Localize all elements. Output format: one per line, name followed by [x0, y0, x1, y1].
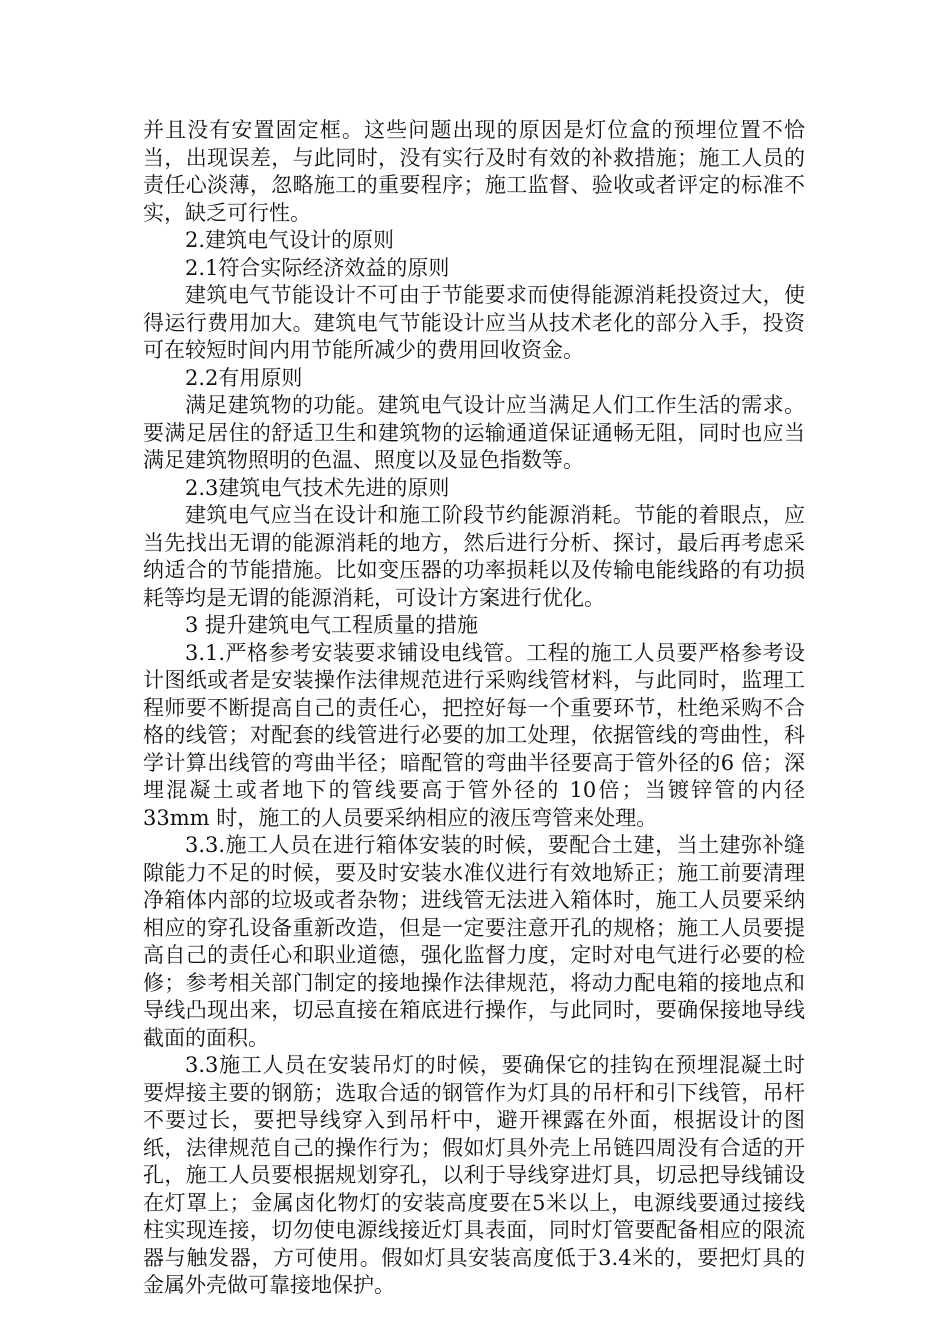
- subsection-heading-2-2: 2.2有用原则: [185, 365, 303, 390]
- paragraph-intro: 并且没有安置固定框。这些问题出现的原因是灯位盒的预埋位置不恰当，出现误差，与此同时，没有实行及时有效的补救措施；施工人员的责任心淡薄，忽略施工的重要程序；施工监督、验收或者评定的标准不实，缺乏可行性。: [143, 118, 805, 225]
- paragraph-3-3-lamp: 3.3施工人员在安装吊灯的时候，要确保它的挂钩在预埋混凝土时要焊接主要的钢筋；选取合适的钢管作为灯具的吊杆和引下线管，吊杆不要过长，要把导线穿入到吊杆中，避开裸露在外面，根据设计的图纸，法律规范自己的操作行为；假如灯具外壳上吊链四周没有合适的开孔，施工人员要根据规划穿孔，以利于导线穿进灯具，切忌把导线铺设在灯罩上；金属卤化物灯的安装高度要在5米以上，电源线要通过接线柱实现连接，切勿使电源线接近灯具表面，同时灯管要配备相应的限流器与触发器，方可使用。假如灯具安装高度低于3.4米的，要把灯具的金属外壳做可靠接地保护。: [143, 1053, 805, 1297]
- document-body: [143, 117, 805, 1300]
- subsection-heading-2-3: 2.3建筑电气技术先进的原则: [185, 475, 450, 500]
- paragraph-2-1: 建筑电气节能设计不可由于节能要求而使得能源消耗投资过大，使得运行费用加大。建筑电气节能设计应当从技术老化的部分入手，投资可在较短时间内用节能所减少的费用回收资金。: [143, 283, 805, 362]
- paragraph-3-1: 3.1.严格参考安装要求铺设电线管。工程的施工人员要严格参考设计图纸或者是安装操作法律规范进行采购线管材料，与此同时，监理工程师要不断提高自己的责任心，把控好每一个重要环节，杜绝采购不合格的线管；对配套的线管进行必要的加工处理，依据管线的弯曲性，科学计算出线管的弯曲半径；暗配管的弯曲半径要高于管外径的6 倍；深埋混凝土或者地下的管线要高于管外径的 10倍；当镀锌管的内径33mm 时，施工的人员要采纳相应的液压弯管来处理。: [143, 640, 805, 830]
- subsection-heading-2-1: 2.1符合实际经济效益的原则: [185, 255, 450, 280]
- section-heading-3: 3 提升建筑电气工程质量的措施: [185, 613, 479, 637]
- paragraph-3-3-box: 3.3.施工人员在进行箱体安装的时候，要配合土建，当土建弥补缝隙能力不足的时候，要及时安装水准仪进行有效地矫正；施工前要清理净箱体内部的垃圾或者杂物；进线管无法进入箱体时，施工人员要采纳相应的穿孔设备重新改造，但是一定要注意开孔的规格；施工人员要提高自己的责任心和职业道德，强化监督力度，定时对电气进行必要的检修；参考相关部门制定的接地操作法律规范，将动力配电箱的接地点和导线凸现出来，切忌直接在箱底进行操作，与此同时，要确保接地导线截面的面积。: [143, 833, 805, 1050]
- paragraph-2-2: 满足建筑物的功能。建筑电气设计应当满足人们工作生活的需求。要满足居住的舒适卫生和建筑物的运输通道保证通畅无阻，同时也应当满足建筑物照明的色温、照度以及显色指数等。: [143, 393, 805, 472]
- section-heading-2: 2.建筑电气设计的原则: [185, 228, 395, 252]
- paragraph-2-3: 建筑电气应当在设计和施工阶段节约能源消耗。节能的着眼点，应当先找出无谓的能源消耗的地方，然后进行分析、探讨，最后再考虑采纳适合的节能措施。比如变压器的功率损耗以及传输电能线路的有功损耗等均是无谓的能源消耗，可设计方案进行优化。: [143, 503, 805, 610]
